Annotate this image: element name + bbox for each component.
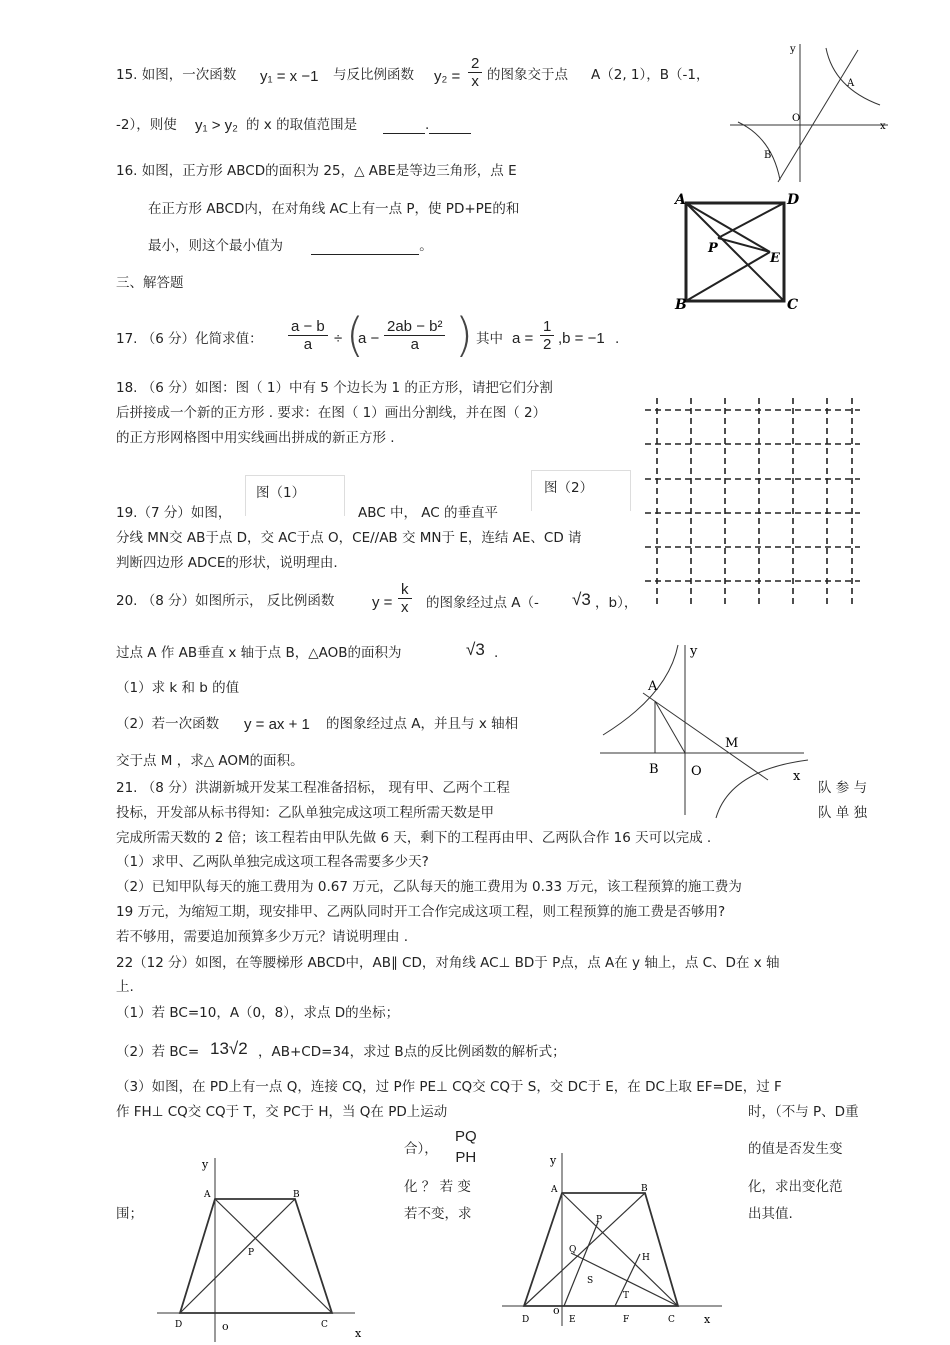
point-h-label: H [642,1253,650,1263]
q20-line1c: ，b）， [595,595,638,611]
fraction-denominator: x [471,73,479,90]
point-t-label: T [623,1291,630,1301]
figure-2-caption: 图（2） [544,480,594,496]
q15-text: 与反比例函数 [333,67,414,83]
q15-fraction [468,55,482,90]
q18-line2: 后拼接成一个新的正方形 . 要求：在图（ 1）画出分割线，并在图（ 2） [116,405,547,421]
q20-graph-figure [598,640,813,820]
figure-1-caption: 图（1） [256,485,306,501]
q22-line8b: 化，求出变化范 [748,1179,843,1195]
point-a-label: A [648,679,658,694]
q22-line2: 上. [116,979,134,995]
q18-figure-1-frame [245,475,345,516]
q17-a-minus: a − [358,330,380,347]
q21-line1b: 队 参 与 [818,780,868,796]
q20-fraction [398,581,412,616]
vertex-c-label: C [321,1320,328,1330]
q19-line1a: 19.（7 分）如图， [116,505,232,521]
vertex-b-label: B [293,1190,300,1200]
point-e-label: E [770,251,780,266]
q19-line1b: ABC 中， AC 的垂直平 [358,505,498,521]
q20-line1a: 20. （8 分）如图所示， 反比例函数 [116,593,335,609]
q17-divide: ÷ [334,330,343,347]
q15-text: 的图象交于点 [487,67,568,83]
q20-line2: 过点 A 作 AB垂直 x 轴于点 B，△AOB的面积为 [116,645,402,661]
q17-fraction-2 [384,318,445,353]
q22-line4a: （2）若 BC= [116,1044,200,1060]
y-axis-label: y [202,1158,209,1171]
point-b-label: B [764,150,772,161]
q22-line6a: 作 FH⊥ CQ交 CQ于 T，交 PC于 H，当 Q在 PD上运动 [116,1104,448,1120]
vertex-d-label: D [522,1315,530,1325]
q15-answer-blank: . [383,116,471,134]
q22-line4b: ，AB+CD=34，求过 B点的反比例函数的解析式； [258,1044,566,1060]
q21-line4: （1）求甲、乙两队单独完成这项工程各需要多少天? [116,854,429,870]
x-axis-label: x [355,1327,362,1340]
fraction-denominator: 2 [543,336,552,353]
x-axis-label: x [793,769,801,784]
q19-line3: 判断四边形 ADCE的形状，说明理由. [116,555,338,571]
linear-function-line [643,693,768,780]
q18-figure-2-frame [531,470,631,511]
vertex-a-label: A [675,192,686,208]
q21-line1a: 21. （8 分）洪湖新城开发某工程准备招标， 现有甲、乙两个工程 [116,780,510,796]
vertex-b-label: B [675,297,687,313]
section-heading: 三、解答题 [116,275,184,291]
q15-condition: y₁ > y₂ [195,117,238,134]
q16-line2: 在正方形 ABCD内，在对角线 AC上有一点 P，使 PD+PE的和 [148,201,520,217]
vertex-c-label: C [668,1315,675,1325]
q18-line3: 的正方形网格图中用实线画出拼成的新正方形 . [116,430,395,446]
fraction-numerator: a − b [288,318,328,336]
q17-fraction-1 [288,318,328,353]
y-axis-label: y [690,644,698,659]
segment-dp [718,203,784,238]
fraction-numerator: PQ [455,1128,477,1145]
q22-line7b: 的值是否发生变 [748,1141,843,1157]
fraction-denominator: PH [455,1149,477,1166]
fraction-numerator: k [398,581,412,599]
q22-line5: （3）如图，在 PD上有一点 Q，连接 CQ，过 P作 PE⊥ CQ交 CQ于 S，交 DC于 E，在 DC上取 EF=DE，过 F [116,1079,782,1095]
q15-line1: 15. 如图，一次函数 [116,67,237,83]
q20-formula-lhs: y = [372,594,393,611]
q16-line3: 最小，则这个最小值为 。 [148,238,433,254]
q20-sqrt3-area: √3 [466,640,485,659]
q20-line2-end: . [494,645,499,661]
q22-line8a: 化 ？ 若 变 [404,1179,471,1195]
q21-line6: 19 万元，为缩短工期，现安排甲、乙两队同时开工合作完成这项工程，则工程预算的施工费是否够用? [116,904,726,920]
point-b-label: B [649,762,659,777]
point-q-label: Q [569,1245,577,1255]
q22-pq-ph-fraction [452,1128,480,1166]
fraction-numerator: 2 [468,55,482,73]
q15-graph-figure [730,40,895,185]
q15-points: A（2, 1），B（-1， [591,67,710,83]
x-axis-label: x [880,121,886,132]
q20-line4a: （2）若一次函数 [116,716,220,732]
q20-line3: （1）求 k 和 b 的值 [116,680,240,696]
vertex-c-label: C [787,297,799,313]
q20-sqrt3: √3 [572,590,591,609]
point-e-label: E [569,1315,576,1325]
q20-line5: 交于点 M ，求△ AOM的面积。 [116,753,304,769]
q17-b-eq: ,b = −1 [558,330,605,347]
vertex-d-label: D [175,1320,183,1330]
point-p-label: P [596,1215,603,1225]
q22-line9a: 围； [116,1206,143,1222]
origin-label: o [553,1304,560,1317]
q20-line1b: 的图象经过点 A（- [426,595,539,611]
fraction-denominator: a [410,336,419,353]
fraction-denominator: a [303,336,313,353]
q21-line2b: 队 单 独 [818,805,868,821]
trapezoid-abcd [180,1199,332,1313]
diagonal-ac [215,1199,332,1313]
point-m-label: M [725,736,739,751]
q20-linear-formula: y = ax + 1 [244,716,310,733]
q22-trapezoid-figure-1 [155,1152,370,1344]
q18-square-grid [640,395,865,615]
q17-a-fraction [540,318,554,353]
q22-line7a: 合）， [404,1141,438,1157]
q22-line9c: 出其值. [748,1206,793,1222]
q22-line6b: 时，（不与 P、D重 [748,1104,859,1120]
q20-line4b: 的图象经过点 A，并且与 x 轴相 [326,716,519,732]
origin-label: o [222,1320,229,1333]
q21-line7: 若不够用，需要追加预算多少万元？请说明理由 . [116,929,409,945]
fraction-denominator: x [401,599,409,616]
q21-line5: （2）已知甲队每天的施工费用为 0.67 万元，乙队每天的施工费用为 0.33 万元，该工程预算的施工费为 [116,879,742,895]
fraction-numerator: 1 [540,318,554,336]
fraction-numerator: 2ab − b² [384,318,445,336]
q22-trapezoid-figure-2 [500,1148,725,1338]
q17-left-paren: ( [346,308,364,362]
origin-label: O [792,113,801,124]
q15-formula-y1: y₁ = x −1 [260,68,319,85]
segment-be [686,252,770,301]
y-axis-label: y [550,1154,557,1167]
q22-line3: （1）若 BC=10，A（0，8），求点 D的坐标； [116,1005,400,1021]
q17-where: 其中 [476,331,503,347]
segment-ao [655,701,685,753]
point-p-label: P [248,1248,255,1258]
origin-label: O [691,764,702,779]
point-a-label: A [847,78,855,89]
point-f-label: F [623,1315,630,1325]
q22-line1: 22（12 分）如图，在等腰梯形 ABCD中，AB∥ CD，对角线 AC⊥ BD于 P点，点 A在 y 轴上，点 C、D在 x 轴 [116,955,780,971]
q22-line9b: 若不变，求 [404,1206,472,1222]
q16-square-figure [672,192,804,316]
q18-line1: 18. （6 分）如图：图（ 1）中有 5 个边长为 1 的正方形，请把它们分割 [116,380,553,396]
q16-line1: 16. 如图，正方形 ABCD的面积为 25，△ ABE是等边三角形，点 E [116,163,517,179]
q17-a-eq: a = [512,330,534,347]
q17-end: . [615,331,620,347]
q15-line2b: 的 x 的取值范围是 [246,117,358,133]
point-s-label: S [587,1276,594,1286]
segment-pe [718,238,770,252]
q19-line2: 分线 MN交 AB于点 D，交 AC于点 O，CE//AB 交 MN于 E，连结 AE、CD 请 [116,530,582,546]
q17-right-paren: ) [455,308,473,362]
q22-bc-value: 13√2 [210,1039,248,1058]
point-p-label: P [708,241,718,256]
q15-formula-y2-lhs: y₂ = [434,68,461,85]
trapezoid-abcd [524,1193,678,1306]
q17-prefix: 17. （6 分）化简求值： [116,331,263,347]
linear-function-line [778,50,858,182]
hyperbola-branch-2 [738,122,780,180]
q21-line2a: 投标，开发部从标书得知：乙队单独完成这项工程所需天数是甲 [116,805,494,821]
y-axis-label: y [790,44,796,55]
vertex-a-label: A [551,1185,558,1195]
vertex-a-label: A [204,1190,211,1200]
q15-line2: -2），则使 [116,117,177,133]
x-axis-label: x [704,1313,711,1326]
vertex-d-label: D [787,192,800,208]
hyperbola-branch-1 [826,48,880,105]
vertex-b-label: B [641,1184,648,1194]
q21-line3: 完成所需天数的 2 倍；该工程若由甲队先做 6 天，剩下的工程再由甲、乙两队合作 16 天可以完成 . [116,830,712,846]
